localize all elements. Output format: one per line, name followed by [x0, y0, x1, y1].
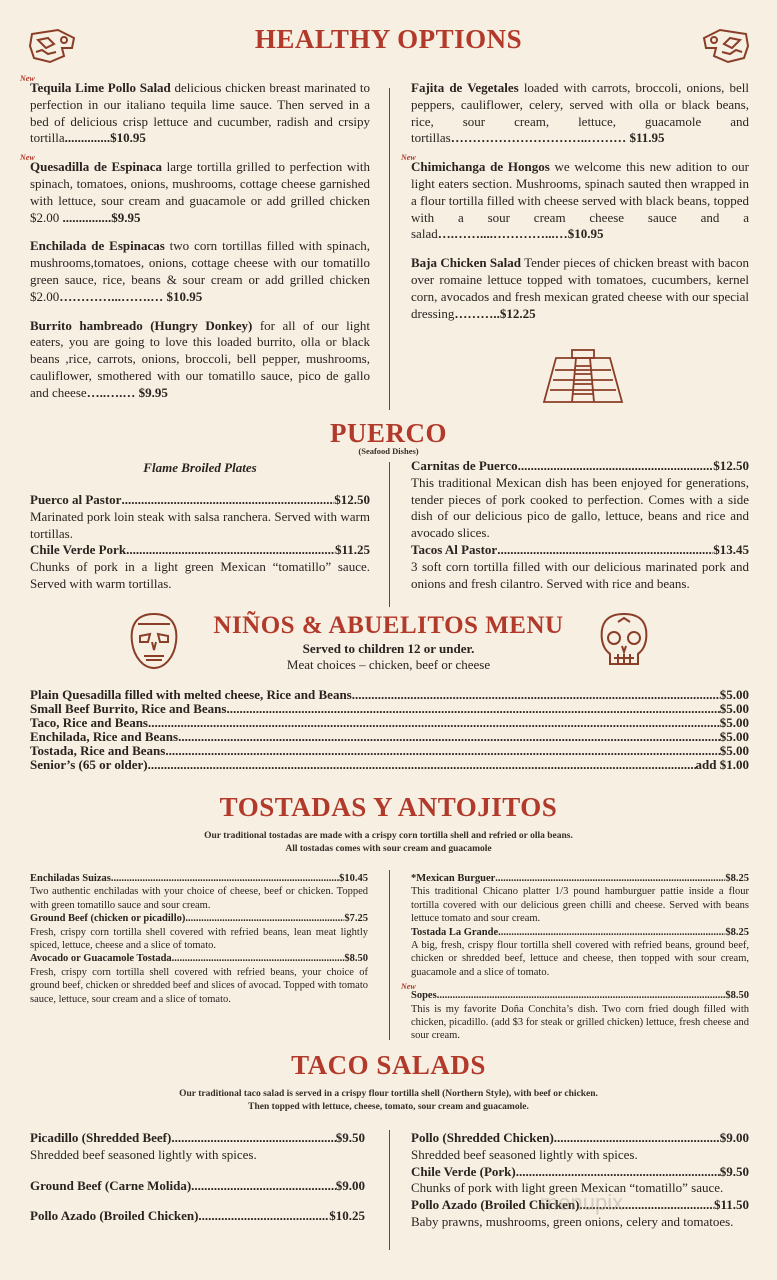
ninos-title: NIÑOS & ABUELITOS MENU	[213, 612, 564, 639]
item-price: $10.95	[166, 288, 203, 304]
item-name: Taco, Rice and Beans	[30, 715, 148, 730]
item-description: Fresh, crispy corn tortilla shell covered with refried beans, your choice of ground beef, chicken or shredded beef and slices of avocad. Topped with tomato sauce, lettuce, sour cream and a slice of tomato.	[30, 966, 368, 1005]
item-name: Pollo (Shredded Chicken)	[411, 1130, 554, 1145]
tostadas-title: TOSTADAS Y ANTOJITOS	[219, 792, 558, 822]
item-price: $12.50	[334, 492, 370, 507]
item-price: $9.50	[335, 1130, 365, 1145]
item-price: $13.45	[713, 541, 749, 557]
menu-item	[401, 982, 749, 1043]
item-price: $12.25	[499, 305, 536, 321]
puerco-title: PUERCO	[330, 418, 447, 448]
item-price: $9.00	[335, 1177, 365, 1193]
item-description: A big, fresh, crispy flour tortilla shell covered with refried beans, ground beef, chicken or shredded beef, lettuce and cheese, then topped with sour cream, guacamole and a slice of tomato.	[411, 940, 749, 978]
item-description: large tortilla grilled to perfection with spinach, tomatoes, onions, mushrooms, cottage cheese garnished with lettuce, sour cream and guacamole or add grilled chicken $2.00	[30, 159, 370, 225]
item-name: Small Beef Burrito, Rice and Beans	[30, 701, 227, 716]
list-item	[30, 688, 749, 702]
menu-item	[30, 542, 370, 592]
item-description: Baby prawns, mushrooms, green onions, celery and tomatoes.	[411, 1213, 734, 1229]
item-name: Chile Verde Pork	[30, 542, 127, 558]
menu-item: Baja Chicken Salad Tender pieces of chicken breast with bacon over romaine lettuce topped with tomatoes, cucumbers, kernel corn, avocados and fresh mexican grated cheese with our special dressing………..$12.25	[411, 255, 749, 321]
menu-item: Burrito hambreado (Hungry Donkey) for all of our light eaters, you are going to love this loaded burrito, olla or black beans ,rice, carrots, onions, broccoli, bell pepper, mushrooms, cauliflower, smothered with our tomatillo sauce, pico de gallo and cheese…..….… $9.95	[30, 317, 370, 400]
item-price: $11.95	[629, 130, 665, 146]
flame-broiled-heading: Flame Broiled Plates	[143, 460, 257, 475]
item-description: we welcome this new adition to our light eaters section. Mushrooms, spinach sauted then wrapped in a flour tortilla filled with cheese served with black beans, topped with a sour cream cheese sauce and a salad	[411, 159, 749, 242]
puerco-subtitle: (Seafood Dishes)	[358, 446, 419, 456]
item-name: Ground Beef (chicken or picadillo)	[30, 913, 186, 925]
healthy-left-column	[20, 74, 371, 414]
column-divider	[389, 88, 390, 410]
menu-item	[30, 952, 368, 1006]
list-item	[30, 716, 749, 730]
item-name: Pollo Azado (Broiled Chicken)	[30, 1208, 199, 1224]
item-name: Sopes	[411, 990, 437, 1002]
item-name: Enchiladas Suizas	[30, 873, 111, 884]
item-name: Plain Quesadilla filled with melted cheese, Rice and Beans	[30, 687, 352, 702]
menu-item	[411, 926, 749, 980]
item-price: add $1.00	[695, 757, 749, 772]
item-name: Ground Beef (Carne Molida)	[30, 1177, 192, 1193]
new-badge: New	[401, 153, 416, 163]
menu-item	[30, 492, 370, 542]
item-price: $5.00	[719, 715, 749, 730]
item-description: delicious chicken breast marinated to perfection in our italiano tequila lime sauce. Then served in a bed of delicious crisp lettuce and cucumber, radish and crsipy tortilla	[30, 80, 371, 146]
list-item	[30, 744, 749, 758]
item-name: Puerco al Pastor	[30, 492, 122, 507]
menu-item: New Tequila Lime Pollo Salad delicious chicken breast marinated to perfection in our italiano tequila lime sauce. Then served in a bed of delicious crisp lettuce and cucumber, radish and crsipy tortilla..............$10.95	[30, 80, 370, 147]
item-price: $12.50	[713, 458, 749, 473]
item-description: loaded with carrots, broccoli, onions, bell peppers, cauliflower, celery, served with olla or black beans, rice, sour cream, lettuce, guacamole and tortillas	[411, 80, 749, 146]
tostadas-right-column	[401, 872, 749, 1043]
item-name: Baja Chicken Salad	[411, 255, 521, 271]
item-name: Enchilada de Espinacas	[30, 238, 165, 254]
item-name: Tostada La Grande	[411, 926, 499, 938]
healthy-right-column	[401, 80, 749, 334]
item-price: $5.00	[719, 701, 749, 716]
list-item	[30, 730, 749, 744]
item-price: $8.50	[344, 953, 368, 965]
taco-salads-title: TACO SALADS	[291, 1050, 486, 1080]
menu-item	[30, 912, 368, 952]
item-name: Carnitas de Puerco	[411, 458, 518, 473]
item-name: Pollo Azado (Broiled Chicken)	[411, 1197, 580, 1213]
column-divider	[389, 870, 390, 1040]
list-item	[30, 702, 749, 716]
item-price: $10.25	[329, 1208, 365, 1224]
item-description: This traditional Mexican dish has been enjoyed for generations, tender pieces of pork cooked to perfection. Comes with a side dish of our delicious pico de gallo, lettuce, beans and rice and avocado slices.	[411, 474, 749, 541]
menu-item	[411, 872, 749, 926]
item-name: Picadillo (Shredded Beef)	[30, 1130, 172, 1145]
taco-salads-note-1: Our traditional taco salad is served in a crispy flour tortilla shell (Northern Style), with beef or chicken.	[179, 1089, 598, 1099]
item-name: Avocado or Guacamole Tostada	[30, 953, 172, 965]
item-description: Chunks of pork in a light green Mexican “tomatillo” sauce. Served with warm tortillas.	[30, 559, 370, 591]
item-name: Chimichanga de Hongos	[411, 159, 550, 175]
menu-item	[411, 1130, 749, 1164]
item-price: $10.45	[339, 873, 368, 884]
tostadas-note-1: Our traditional tostadas are made with a crispy corn tortilla shell and refried or olla beans.	[204, 831, 573, 841]
pyramid-icon	[542, 348, 624, 404]
item-price: $7.25	[344, 913, 368, 925]
new-badge: New	[20, 153, 35, 163]
item-price: $8.50	[725, 990, 749, 1002]
column-divider	[389, 462, 390, 607]
item-name: Enchilada, Rice and Beans	[30, 729, 179, 744]
item-description: Marinated pork loin steak with salsa ranchera. Served with warm tortillas.	[30, 508, 370, 541]
taco-salads-note-2: Then topped with lettuce, cheese, tomato, sour cream and guacamole.	[248, 1102, 529, 1112]
list-item	[30, 758, 749, 772]
tostadas-left-column	[30, 872, 368, 1006]
item-description: Fresh, crispy corn tortilla shell covered with refried beans, lean meat lightly spiced, lettuce, cheese and a slice of tomato.	[30, 926, 368, 952]
item-name: Tacos Al Pastor	[411, 541, 498, 557]
ninos-list	[30, 688, 749, 772]
ninos-meat-note: Meat choices – chicken, beef or cheese	[286, 657, 491, 672]
item-price: $5.00	[719, 729, 749, 744]
item-price: $9.00	[719, 1130, 749, 1145]
item-price: $11.50	[713, 1197, 749, 1213]
item-name: Quesadilla de Espinaca	[30, 159, 163, 175]
puerco-right-column	[411, 458, 749, 592]
menu-item: Enchilada de Espinacas two corn tortillas filled with spinach, mushrooms,tomatoes, onions, cottage cheese with our tomatillo green sauce, rice, beans & sour cream or add grilled chicken $2.00…………...…….… $10.95	[30, 238, 370, 304]
item-price: $8.25	[725, 926, 749, 938]
item-name: *Mexican Burguer	[411, 873, 496, 884]
item-description: two corn tortillas filled with spinach, mushrooms,tomatoes, onions, cottage cheese with our tomatillo green sauce, rice, beans & sour cream or add grilled chicken $2.00	[30, 238, 370, 304]
menu-item	[30, 1178, 365, 1195]
item-price: $10.95	[567, 226, 604, 242]
item-description: 3 soft corn tortilla filled with our delicious marinated pork and onions and fresh cilantro. Served with rice and beans.	[411, 558, 749, 591]
tostadas-note-2: All tostadas comes with sour cream and guacamole	[285, 844, 492, 854]
menu-item	[30, 1208, 365, 1225]
item-description: for all of our light eaters, you are going to love this loaded burrito, olla or black beans ,rice, carrots, onions, broccoli, bell pepper, mushrooms, cauliflower, smothered with our tomatillo sauce, pico de gallo and cheese	[30, 317, 370, 400]
item-price: $9.50	[719, 1163, 749, 1179]
ninos-age-note: Served to children 12 or under.	[302, 641, 475, 656]
item-name: Fajita de Vegetales	[411, 80, 519, 95]
watermark: menupix	[540, 1190, 624, 1215]
item-description: Shredded beef seasoned lightly with spices.	[411, 1146, 638, 1162]
item-price: $5.00	[719, 687, 749, 702]
item-name: Tequila Lime Pollo Salad	[30, 80, 171, 95]
item-description: This is my favorite Doña Conchita’s dish. Two corn fried dough filled with chicken, picadillo. (add $3 for steak or grilled chicken) lettuce, fresh cheese and sour cream.	[411, 1003, 749, 1042]
item-name: Tostada, Rice and Beans	[30, 743, 166, 758]
item-name: Chile Verde (Pork)	[411, 1163, 516, 1179]
menu-item: New Chimichanga de Hongos we welcome this new adition to our light eaters section. Mushrooms, spinach sauted then wrapped in a flour tortilla filled with cheese served with black beans, topped with a sour cream cheese sauce and a salad….……....…………...…$10.95	[411, 159, 749, 243]
item-price: $5.00	[719, 743, 749, 758]
item-description: Shredded beef seasoned lightly with spices.	[30, 1146, 257, 1162]
item-description: This traditional Chicano platter 1/3 pound hamburguer pattie inside a flour tortilla covered with our delicious green chilli and cheese. Served with beans lettuce tomato and sour cream.	[411, 886, 749, 925]
item-description: Two authentic enchiladas with your choice of cheese, beef or chicken. Topped with green tomatillo sauce and sour cream.	[30, 886, 368, 911]
item-description: Chunks of pork with light green Mexican “tomatillo” sauce.	[411, 1180, 724, 1196]
menu-item: Fajita de Vegetales loaded with carrots, broccoli, onions, bell peppers, cauliflower, celery, served with olla or black beans, rice, sour cream, lettuce, guacamole and tortillas…………………………..……… $11.95	[411, 80, 749, 146]
item-price: $8.25	[725, 873, 749, 884]
healthy-options-title: HEALTHY OPTIONS	[254, 24, 523, 54]
menu-item	[30, 872, 368, 912]
item-price: $10.95	[110, 130, 146, 146]
new-badge: New	[401, 982, 416, 992]
menu-item	[411, 458, 749, 542]
item-price: $9.95	[138, 384, 168, 400]
menu-item	[30, 1130, 365, 1164]
item-price: $9.95	[111, 209, 141, 225]
taco-salads-left-column	[30, 1130, 365, 1225]
new-badge: New	[20, 74, 35, 83]
item-name: Senior’s (65 or older)	[30, 757, 148, 772]
column-divider	[389, 1130, 390, 1250]
menu-item	[411, 542, 749, 592]
menu-item: New Quesadilla de Espinaca large tortilla grilled to perfection with spinach, tomatoes, onions, mushrooms, cottage cheese garnished with lettuce, sour cream and guacamole or add grilled chicken $2.00 ...............$9.95	[30, 159, 370, 226]
item-name: Burrito hambreado (Hungry Donkey)	[30, 317, 253, 333]
item-description: Tender pieces of chicken breast with bacon over romaine lettuce topped with tomatoes, cucumbers, kernel corn, avocados and fresh mexican grated cheese with our special dressing	[411, 255, 749, 321]
item-price: $11.25	[334, 542, 370, 558]
puerco-left-column	[30, 492, 370, 593]
